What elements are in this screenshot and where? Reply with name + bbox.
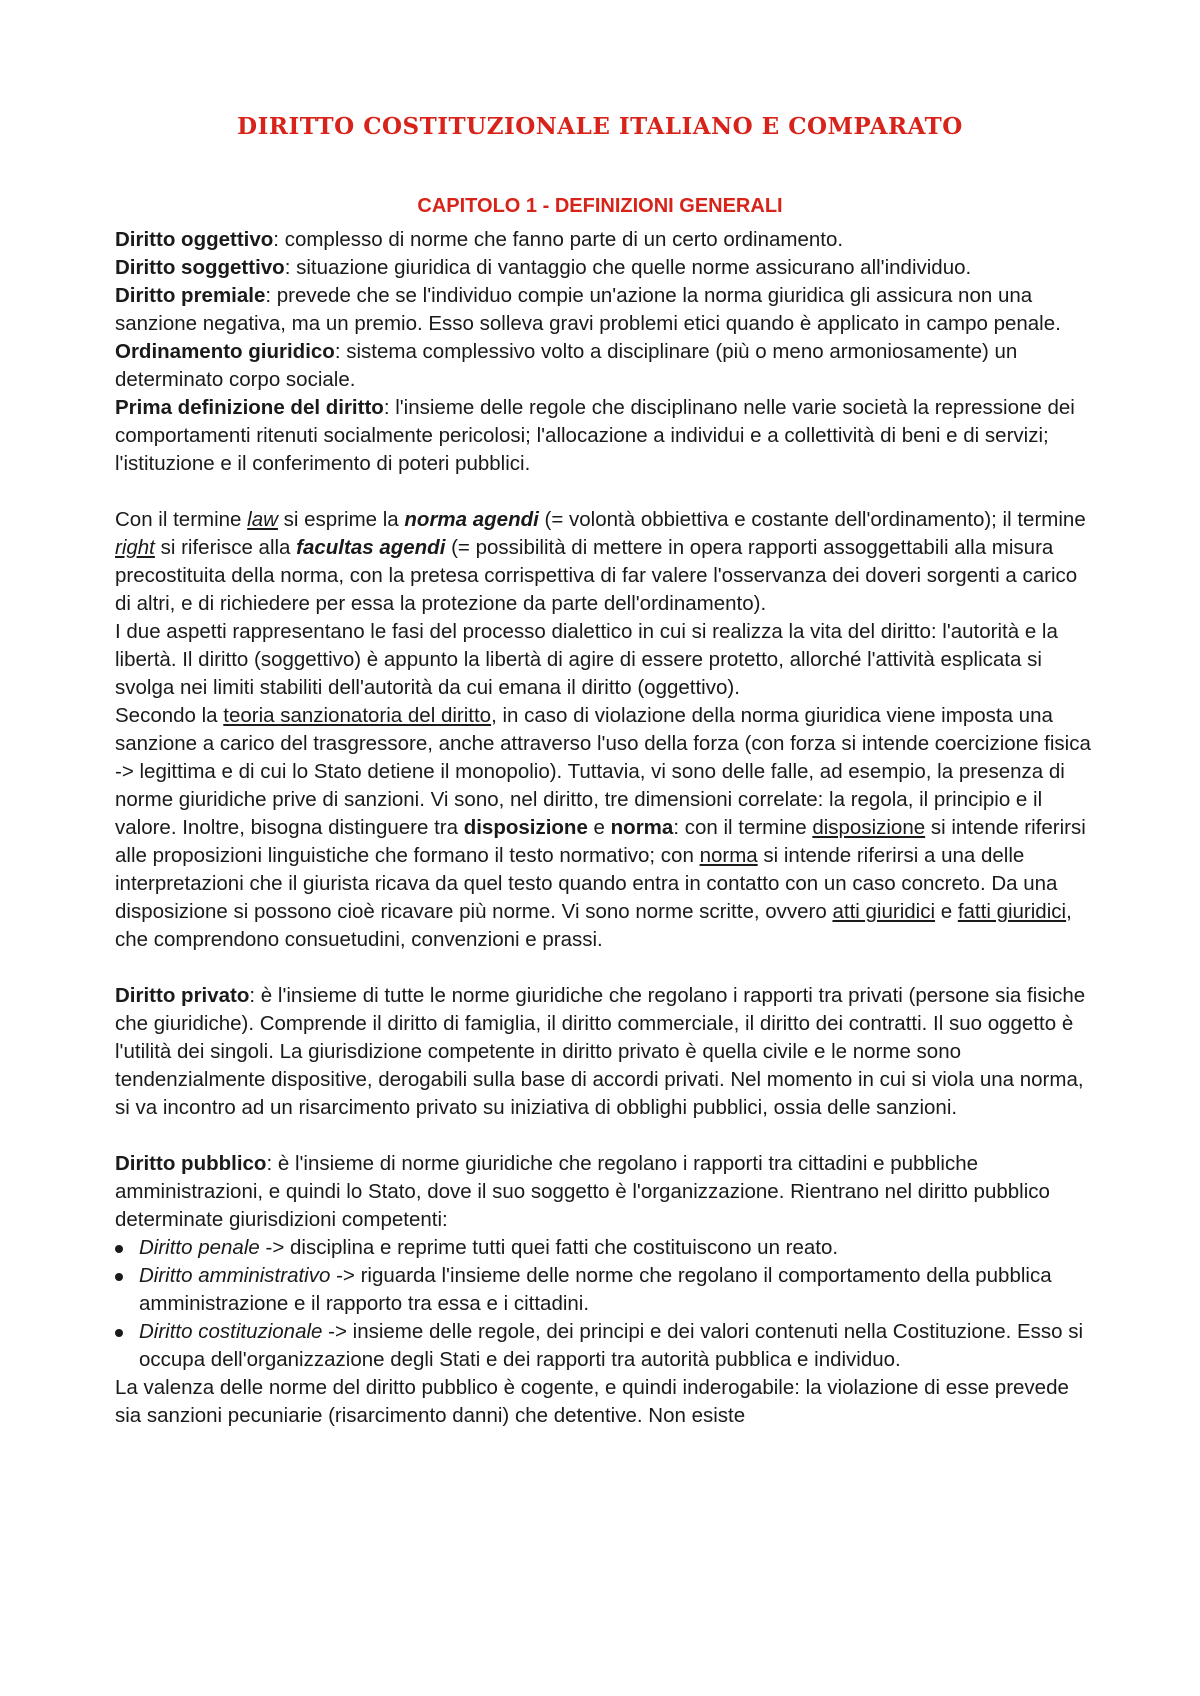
text-run: e [587, 816, 611, 839]
jurisdiction-name: Diritto penale [139, 1236, 260, 1259]
list-item [115, 1262, 1095, 1318]
private-law-paragraph [115, 982, 1095, 1122]
definition-text: : situazione giuridica di vantaggio che quelle norme assicurano all'individuo. [284, 256, 972, 279]
term-facultas-agendi: facultas agendi [296, 536, 446, 559]
term-disposizione-underlined: disposizione [812, 816, 926, 839]
paragraph-gap [115, 954, 1095, 982]
jurisdiction-name: Diritto amministrativo [139, 1264, 331, 1287]
term-teoria-sanzionatoria: teoria sanzionatoria del diritto [223, 704, 492, 727]
text-run: si intende riferirsi a una delle interpretazioni che il giurista ricava da quel testo quando entra in contatto con un caso concreto. Da una disposizione si possono cioè ricavare più norme. Vi sono norme scritte, ovvero [115, 844, 1058, 923]
text-run: , in caso di violazione della norma giuridica viene imposta una sanzione a carico del trasgressore, anche attraverso l'uso della forza (con forza si intende coercizione fisica -> legittima e di cui lo Stato detiene il monopolio). Tuttavia, vi sono delle falle, ad esempio, la presenza di norme giuridiche prive di sanzioni. Vi sono, nel diritto, tre dimensioni correlate: la regola, il principio e il valore. Inoltre, bisogna distinguere tra [115, 704, 1091, 839]
jurisdiction-list [115, 1234, 1095, 1374]
text-run: Secondo la [115, 704, 224, 727]
jurisdiction-name: Diritto costituzionale [139, 1320, 323, 1343]
text-run: : con il termine [673, 816, 813, 839]
chapter-title: CAPITOLO 1 - DEFINIZIONI GENERALI [417, 195, 783, 217]
definition-text: : l'insieme delle regole che disciplinano nelle varie società la repressione dei comportamenti ritenuti socialmente pericolosi; l'allocazione a individui e a collettività di beni e di servizi; l'istituzione e il conferimento di poteri pubblici. [115, 396, 1075, 475]
definition-text: : sistema complessivo volto a disciplinare (più o meno armoniosamente) un determinato corpo sociale. [115, 340, 1018, 391]
definition-term: Ordinamento giuridico [115, 340, 335, 363]
term-norma-underlined: norma [699, 844, 758, 867]
term-right: right [115, 536, 155, 559]
term-fatti-giuridici: fatti giuridici [957, 900, 1067, 923]
paragraph-gap [115, 1122, 1095, 1150]
theory-paragraph [115, 702, 1095, 954]
term-norma-bold: norma [610, 816, 674, 839]
definition-term: Diritto soggettivo [115, 256, 285, 279]
term-law: law [247, 508, 278, 531]
text-run: Con il termine [115, 508, 248, 531]
jurisdiction-text: -> riguarda l'insieme delle norme che regolano il comportamento della pubblica amministrazione e il rapporto tra essa e i cittadini. [139, 1264, 1052, 1315]
definition-paragraph [115, 282, 1095, 338]
private-law-text: : è l'insieme di tutte le norme giuridiche che regolano i rapporti tra privati (persone sia fisiche che giuridiche). Comprende il diritto di famiglia, il diritto commerciale, il diritto dei contratti. Il suo oggetto è l'utilità dei singoli. La giurisdizione competente in diritto privato è quella civile e le norme sono tendenzialmente dispositive, derogabili sulla base di accordi privati. Nel momento in cui si viola una norma, si va incontro ad un risarcimento privato su iniziativa di obblighi pubblici, ossia delle sanzioni. [115, 984, 1086, 1119]
definition-paragraph [115, 226, 1095, 254]
term-norma-agendi: norma agendi [404, 508, 539, 531]
definition-paragraph [115, 394, 1095, 478]
definition-paragraph [115, 338, 1095, 394]
text-run: si intende riferirsi alle proposizioni linguistiche che formano il testo normativo; con [115, 816, 1086, 867]
public-law-paragraph [115, 1150, 1095, 1234]
text-run: e [935, 900, 958, 923]
text-run: , che comprendono consuetudini, convenzioni e prassi. [115, 900, 1072, 951]
definition-term: Diritto premiale [115, 284, 266, 307]
document-title: DIRITTO COSTITUZIONALE ITALIANO E COMPARATO [237, 113, 963, 140]
definition-term: Diritto oggettivo [115, 228, 274, 251]
definition-term: Prima definizione del diritto [115, 396, 384, 419]
document-body [115, 226, 1095, 1430]
text-run: (= possibilità di mettere in opera rapporti assoggettabili alla misura precostituita della norma, con la pretesa corrispettiva di far valere l'osservanza dei doveri sorgenti a carico di altri, e di richiedere per essa la protezione da parte dell'ordinamento). [115, 536, 1078, 615]
definition-text: : complesso di norme che fanno parte di un certo ordinamento. [273, 228, 844, 251]
aspects-paragraph: I due aspetti rappresentano le fasi del processo dialettico in cui si realizza la vita del diritto: l'autorità e la libertà. Il diritto (soggettivo) è appunto la libertà di agire di essere protetto, allorché l'attività esplicata si svolga nei limiti stabiliti dell'autorità da cui emana il diritto (oggettivo). [115, 620, 1058, 699]
text-run: si riferisce alla [154, 536, 297, 559]
text-run: (= volontà obbiettiva e costante dell'ordinamento); il termine [538, 508, 1086, 531]
paragraph-gap [115, 478, 1095, 506]
definition-text: : prevede che se l'individuo compie un'azione la norma giuridica gli assicura non una sanzione negativa, ma un premio. Esso solleva gravi problemi etici quando è applicato in campo penale. [115, 284, 1061, 335]
list-item [115, 1318, 1095, 1374]
definition-paragraph [115, 254, 1095, 282]
jurisdiction-text: -> disciplina e reprime tutti quei fatti che costituiscono un reato. [259, 1236, 839, 1259]
term-atti-giuridici: atti giuridici [832, 900, 936, 923]
public-law-term: Diritto pubblico [115, 1152, 267, 1175]
private-law-term: Diritto privato [115, 984, 250, 1007]
text-run: si esprime la [277, 508, 405, 531]
list-item [115, 1234, 1095, 1262]
public-law-closing: La valenza delle norme del diritto pubblico è cogente, e quindi inderogabile: la violazione di esse prevede sia sanzioni pecuniarie (risarcimento danni) che detentive. Non esiste [115, 1376, 1069, 1427]
term-disposizione-bold: disposizione [463, 816, 588, 839]
public-law-text: : è l'insieme di norme giuridiche che regolano i rapporti tra cittadini e pubbliche amministrazioni, e quindi lo Stato, dove il suo soggetto è l'organizzazione. Rientrano nel diritto pubblico determinate giurisdizioni competenti: [115, 1152, 1050, 1231]
law-right-paragraph [115, 506, 1095, 618]
jurisdiction-text: -> insieme delle regole, dei principi e dei valori contenuti nella Costituzione. Esso si occupa dell'organizzazione degli Stati e dei rapporti tra autorità pubblica e individuo. [139, 1320, 1084, 1371]
